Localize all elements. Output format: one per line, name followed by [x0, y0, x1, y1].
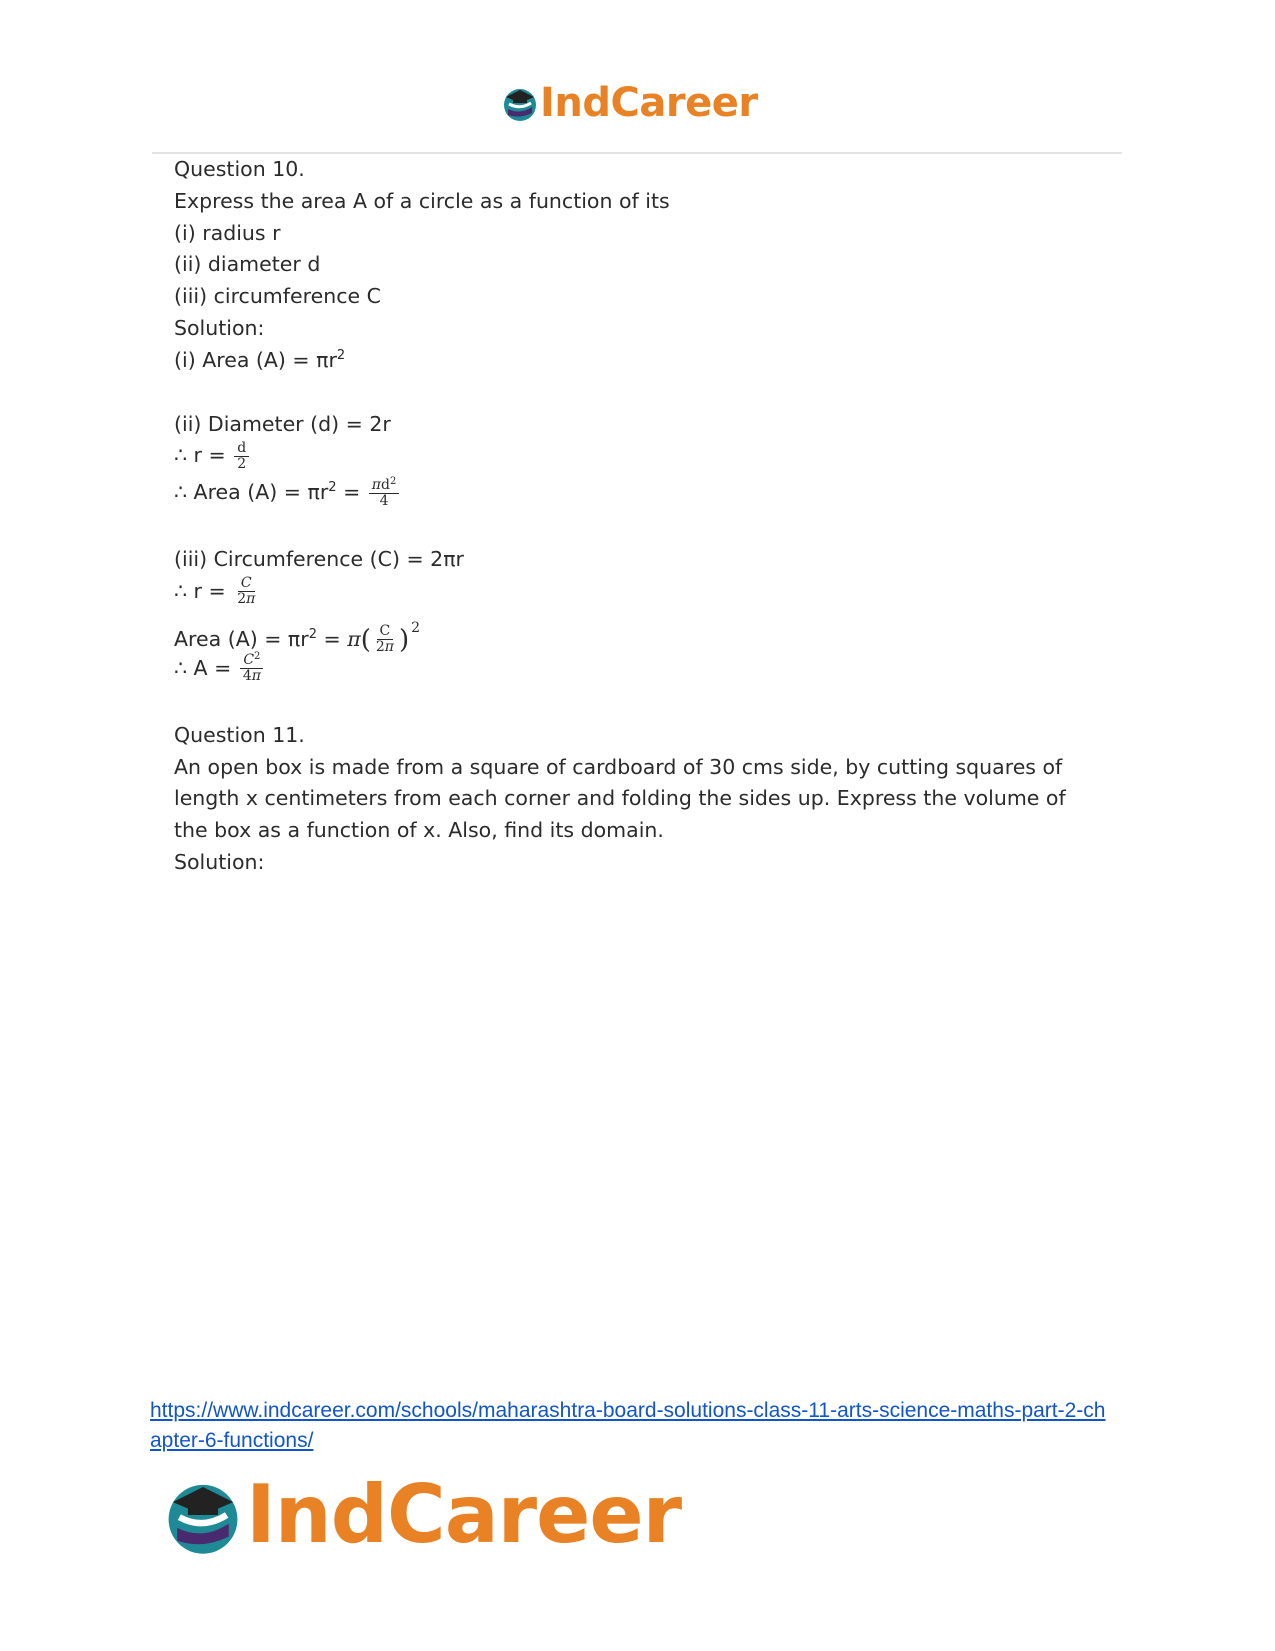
footer-logo-text: IndCareer — [246, 1468, 682, 1561]
solution-iii-result: ∴ A = $\frac{C^2}{4\pi}$ — [174, 648, 1114, 688]
solution-ii-area: ∴ Area $(A) = \pi r^2$ = $\frac{\pi d^2}{4}$ — [174, 472, 1114, 512]
solution-i: (i) Area $(A) = \pi r^2$ — [174, 347, 346, 372]
fraction-d-over-2: $\frac{d}{2}$ — [234, 441, 249, 472]
question-10-option-i: (i) radius r — [174, 220, 281, 245]
solution-ii-diameter: (ii) Diameter (d) = 2r — [174, 411, 391, 436]
solution-iii-radius: ∴ r = $\frac{C}{2\pi}$ — [174, 576, 1114, 608]
graduation-cap-globe-icon — [500, 83, 540, 123]
question-11-text: An open box is made from a square of cardboard of 30 cms side, by cutting squares of length x centimeters from each corner and folding the sides up. Express the volume of the box as a function of x. Also, find its domain. — [174, 754, 1066, 843]
header-logo — [500, 78, 758, 128]
footer-logo — [160, 1465, 681, 1565]
question-11-solution-label: Solution: — [174, 849, 265, 874]
header-logo-text: IndCareer — [540, 80, 758, 126]
solution-iii-area: Area $(A) = \pi r^2 = \pi$( $\frac{C}{2\pi}$ ) $^2$ — [174, 619, 421, 656]
question-10-option-ii: (ii) diameter d — [174, 252, 321, 277]
solution-label: Solution: — [174, 315, 265, 340]
document-content — [174, 154, 1114, 879]
solution-ii-radius: ∴ r = $\frac{d}{2}$ — [174, 440, 1114, 472]
fraction-c-over-2pi: $\frac{C}{2\pi}$ — [237, 575, 256, 608]
graduation-cap-globe-icon — [160, 1472, 246, 1558]
question-10-title: Question 10. — [174, 157, 305, 181]
question-10-option-iii: (iii) circumference C — [174, 284, 381, 309]
source-link[interactable]: https://www.indcareer.com/schools/maharashtra-board-solutions-class-11-arts-science-maths-part-2-chapter-6-functions/ — [150, 1399, 1106, 1452]
fraction-pi-d2-over-4: $\frac{\pi d^2}{4}$ — [369, 478, 400, 509]
solution-iii-circumference: (iii) Circumference (C) = 2πr — [174, 547, 464, 572]
fraction-c-over-2pi-paren: $\frac{C}{2\pi}$ — [375, 623, 394, 656]
question-11-title: Question 11. — [174, 722, 305, 747]
question-10-text: Express the area A of a circle as a function of its — [174, 188, 670, 213]
fraction-c2-over-4pi: $\frac{C^2}{4\pi}$ — [240, 653, 264, 684]
